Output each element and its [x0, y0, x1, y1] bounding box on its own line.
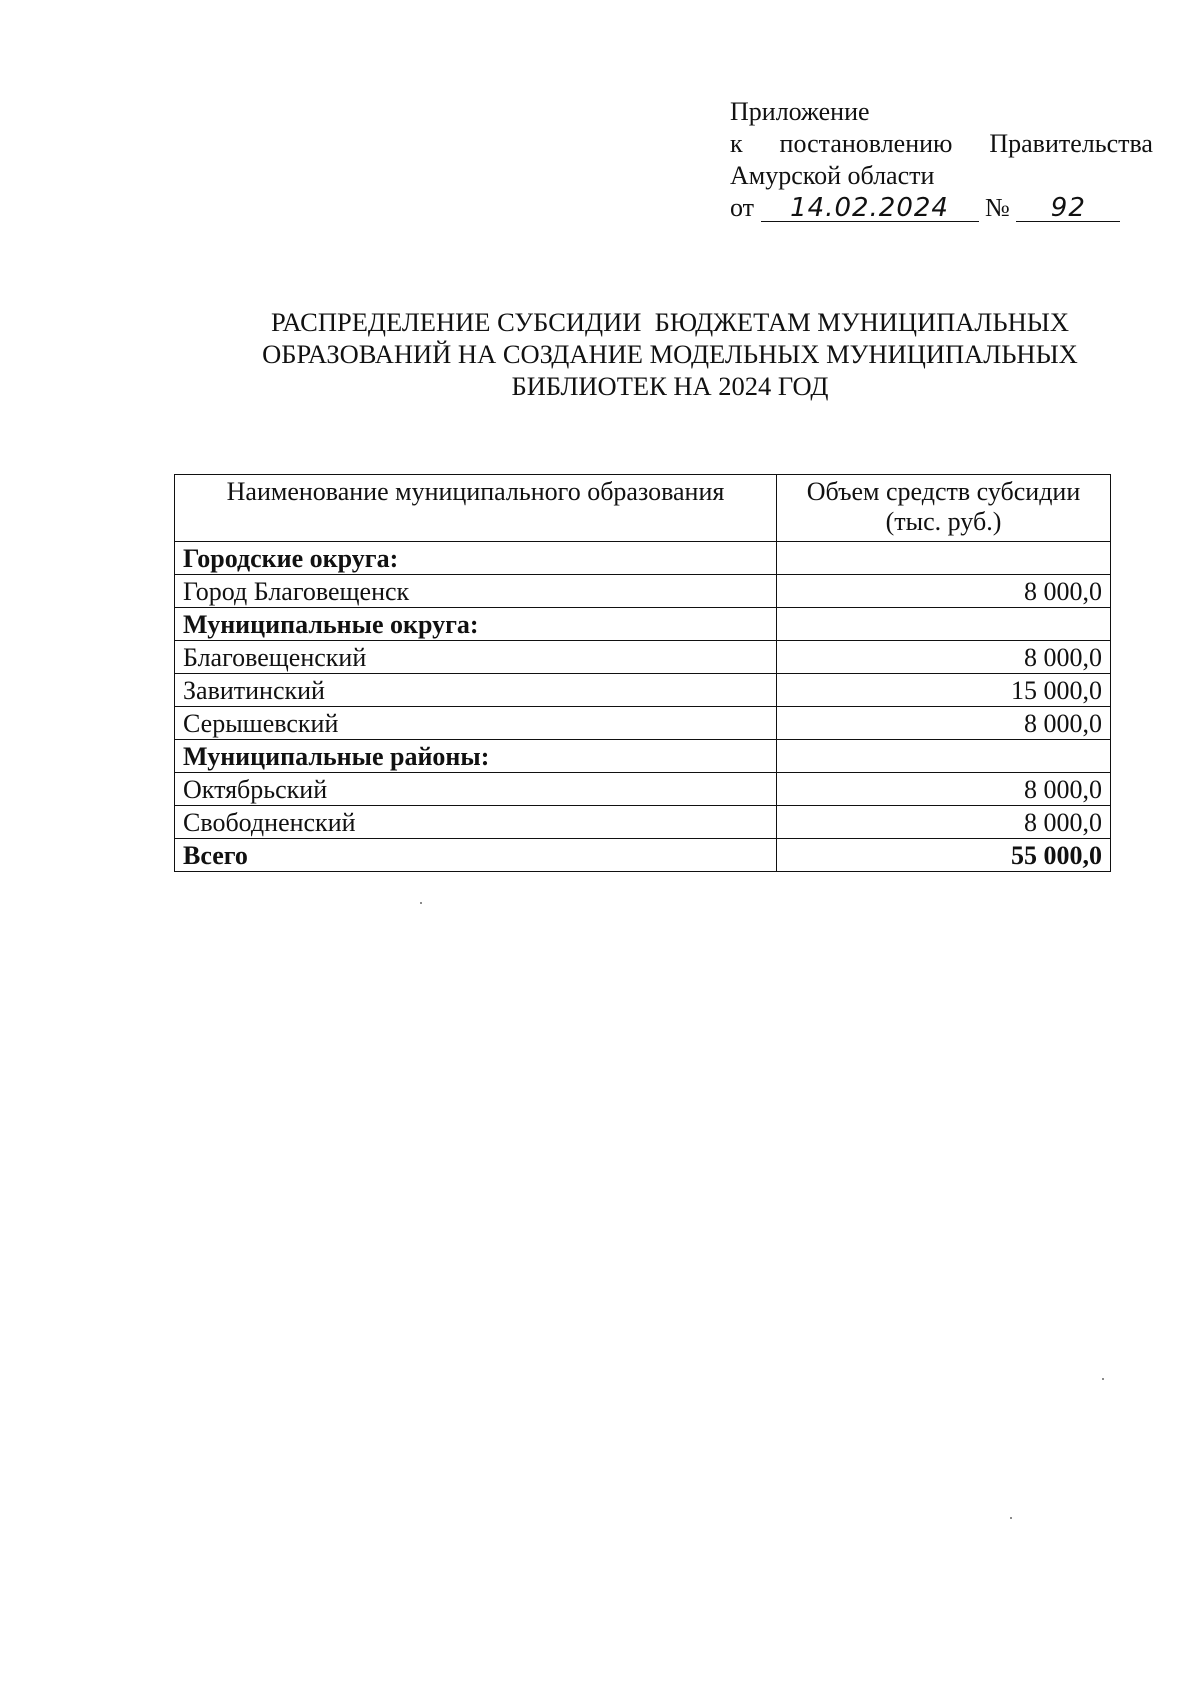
title-line-1: РАСПРЕДЕЛЕНИЕ СУБСИДИИ БЮДЖЕТАМ МУНИЦИПАЛЬНЫХ	[271, 307, 1069, 337]
table-row	[175, 674, 1111, 707]
row-value	[777, 542, 1111, 575]
row-value: 8 000,0	[777, 773, 1111, 806]
scan-speck	[420, 902, 422, 904]
title-line-2: ОБРАЗОВАНИЙ НА СОЗДАНИЕ МОДЕЛЬНЫХ МУНИЦИПАЛЬНЫХ	[262, 339, 1078, 369]
scan-speck	[1010, 1517, 1012, 1519]
row-value: 8 000,0	[777, 806, 1111, 839]
row-value	[777, 608, 1111, 641]
scan-speck	[1102, 1378, 1104, 1380]
appendix-region: Амурской области	[730, 161, 935, 190]
table-row	[175, 641, 1111, 674]
table-row	[175, 740, 1111, 773]
appendix-word-resolution: постановлению	[779, 129, 953, 158]
row-value	[777, 740, 1111, 773]
row-name: Муниципальные районы:	[175, 740, 777, 773]
row-name: Свободненский	[175, 806, 777, 839]
handwritten-date: 14.02.2024	[761, 195, 979, 222]
appendix-word-k: к	[730, 129, 743, 158]
row-value: 8 000,0	[777, 575, 1111, 608]
total-value: 55 000,0	[777, 839, 1111, 872]
header-amount-line-2: (тыс. руб.)	[885, 507, 1002, 536]
header-amount-line-1: Объем средств субсидии	[806, 477, 1081, 506]
row-value: 15 000,0	[777, 674, 1111, 707]
appendix-date-number-line	[730, 192, 1170, 224]
row-name: Благовещенский	[175, 641, 777, 674]
table-row	[175, 575, 1111, 608]
row-value: 8 000,0	[777, 641, 1111, 674]
row-name: Городские округа:	[175, 542, 777, 575]
appendix-reference-line	[730, 128, 1153, 160]
table-row	[175, 806, 1111, 839]
table-header-row	[175, 475, 1111, 542]
date-prefix: от	[730, 193, 755, 222]
title-line-3: БИБЛИОТЕК НА 2024 ГОД	[511, 371, 829, 401]
table-row	[175, 608, 1111, 641]
subsidy-table	[174, 474, 1111, 872]
number-prefix: №	[985, 193, 1010, 222]
row-name: Город Благовещенск	[175, 575, 777, 608]
table-row	[175, 773, 1111, 806]
row-value: 8 000,0	[777, 707, 1111, 740]
appendix-word-government: Правительства	[989, 129, 1153, 158]
row-name: Завитинский	[175, 674, 777, 707]
row-name: Октябрьский	[175, 773, 777, 806]
table-row	[175, 542, 1111, 575]
handwritten-number: 92	[1016, 195, 1120, 222]
appendix-block	[730, 96, 1170, 224]
document-title	[150, 306, 1190, 402]
row-name: Муниципальные округа:	[175, 608, 777, 641]
table-total-row	[175, 839, 1111, 872]
table-row	[175, 707, 1111, 740]
header-amount	[777, 475, 1111, 542]
total-label: Всего	[175, 839, 777, 872]
appendix-title: Приложение	[730, 97, 870, 126]
row-name: Серышевский	[175, 707, 777, 740]
header-municipality: Наименование муниципального образования	[175, 475, 777, 542]
